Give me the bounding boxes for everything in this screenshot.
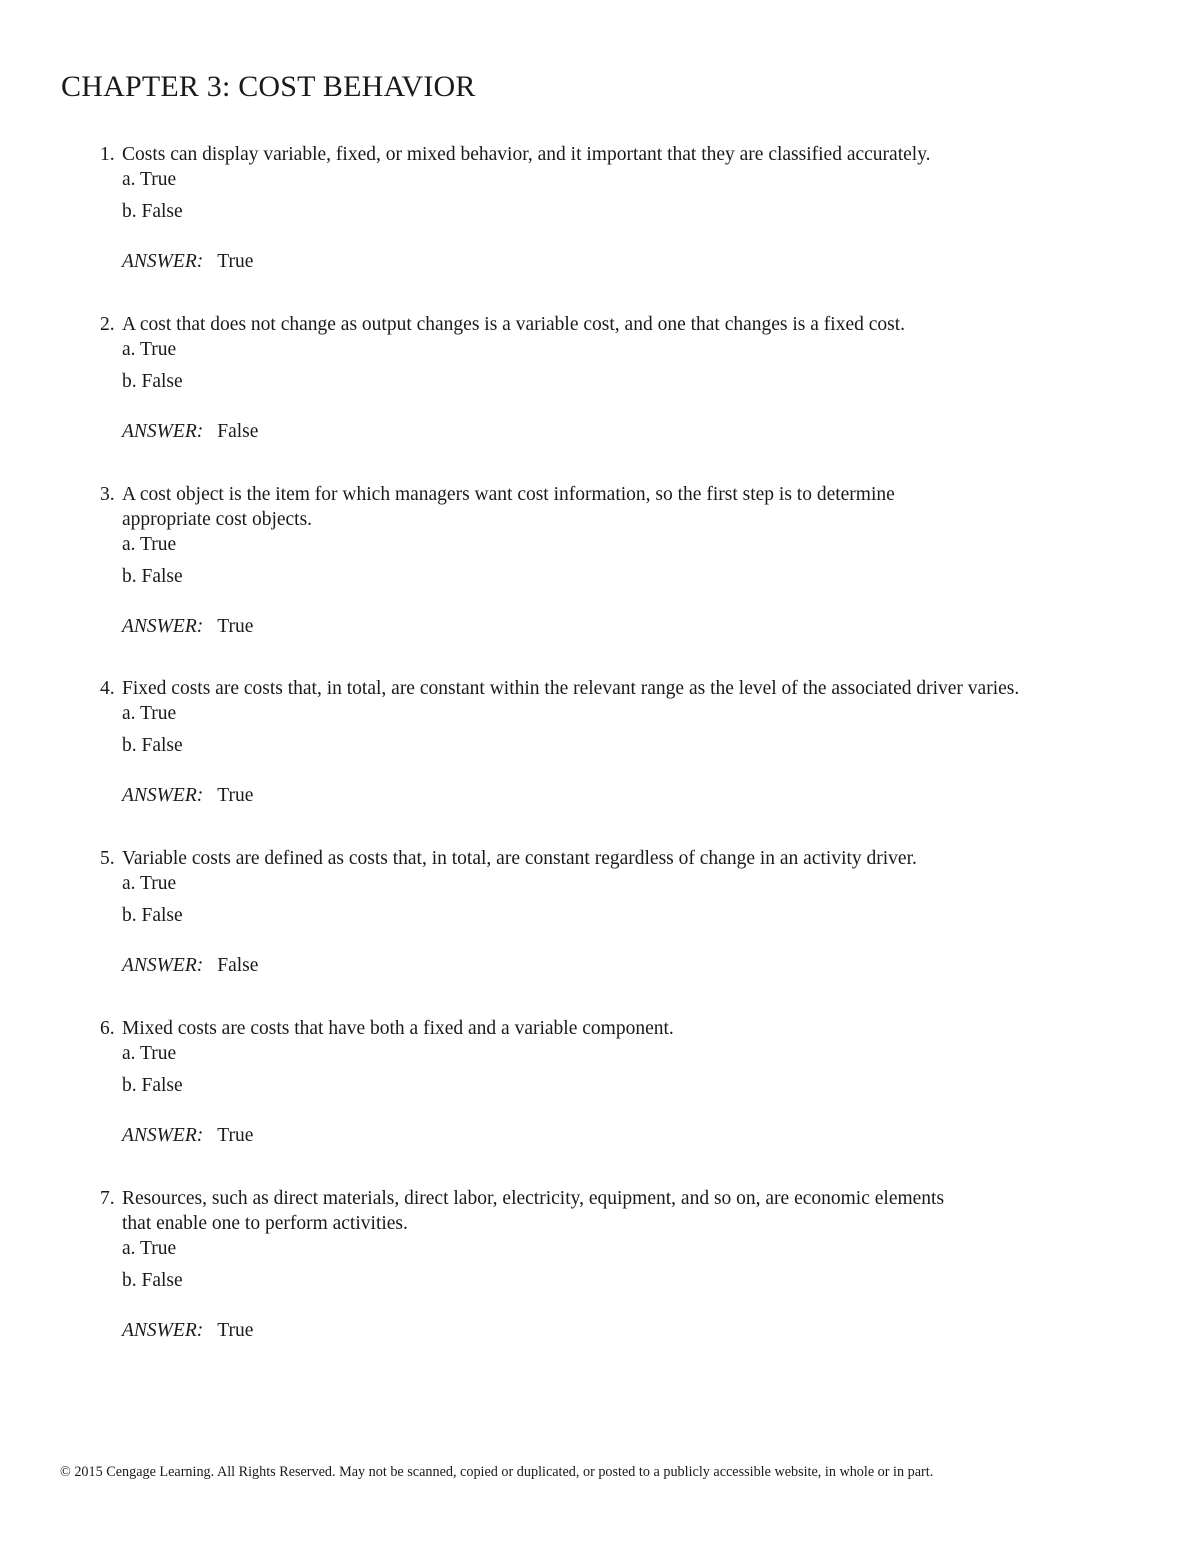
question-number: 6. (100, 1018, 115, 1039)
answer-label: ANSWER: (122, 1320, 204, 1341)
question-text: Resources, such as direct materials, direct labor, electricity, equipment, and so on, are economic elements that enable one to perform activities. (122, 1188, 945, 1234)
question-stem (100, 142, 1140, 167)
copyright-footer: © 2015 Cengage Learning. All Rights Reserved. May not be scanned, copied or duplicated, or posted to a publicly accessible website, in whole or in part. (60, 1464, 934, 1480)
question-number: 5. (100, 848, 115, 869)
answer-value: True (217, 785, 254, 806)
option-b: b. False (122, 201, 183, 222)
question-3 (100, 482, 1140, 639)
question-text: Variable costs are defined as costs that, in total, are constant regardless of change in an activity driver. (122, 848, 917, 869)
answer-line (122, 419, 1140, 444)
option-a: a. True (122, 703, 177, 724)
option-b: b. False (122, 905, 183, 926)
answer-value: True (217, 616, 254, 637)
question-5 (100, 846, 1140, 978)
question-number: 3. (100, 484, 115, 505)
option-a: a. True (122, 1238, 177, 1259)
option-b: b. False (122, 1075, 183, 1096)
question-stem (100, 1186, 1140, 1236)
question-number: 7. (100, 1188, 115, 1209)
option-a: a. True (122, 873, 177, 894)
question-number: 4. (100, 678, 115, 699)
option-b: b. False (122, 1270, 183, 1291)
question-number: 2. (100, 314, 115, 335)
page-title: CHAPTER 3: COST BEHAVIOR (61, 70, 476, 103)
question-1 (100, 142, 1140, 274)
question-stem (100, 676, 1180, 701)
option-a: a. True (122, 169, 177, 190)
answer-line (122, 249, 1140, 274)
option-b: b. False (122, 566, 183, 587)
question-text: Costs can display variable, fixed, or mixed behavior, and it important that they are classified accurately. (122, 144, 931, 165)
question-stem (100, 482, 1140, 532)
answer-label: ANSWER: (122, 251, 204, 272)
answer-label: ANSWER: (122, 616, 204, 637)
answer-value: False (217, 421, 259, 442)
question-number: 1. (100, 144, 115, 165)
option-b: b. False (122, 371, 183, 392)
option-a: a. True (122, 1043, 177, 1064)
question-stem (100, 1016, 1140, 1041)
option-a: a. True (122, 339, 177, 360)
question-text: A cost that does not change as output changes is a variable cost, and one that changes is a fixed cost. (122, 314, 906, 335)
answer-value: True (217, 251, 254, 272)
answer-value: True (217, 1125, 254, 1146)
question-text: A cost object is the item for which managers want cost information, so the first step is to determine appropriate cost objects. (122, 484, 895, 530)
answer-line (122, 614, 1140, 639)
answer-line (122, 783, 1180, 808)
answer-label: ANSWER: (122, 785, 204, 806)
option-b: b. False (122, 735, 183, 756)
answer-line (122, 953, 1140, 978)
answer-value: True (217, 1320, 254, 1341)
answer-label: ANSWER: (122, 955, 204, 976)
question-6 (100, 1016, 1140, 1148)
question-stem (100, 312, 1140, 337)
answer-label: ANSWER: (122, 1125, 204, 1146)
question-stem (100, 846, 1140, 871)
option-a: a. True (122, 534, 177, 555)
answer-label: ANSWER: (122, 421, 204, 442)
question-7 (100, 1186, 1140, 1343)
answer-line (122, 1318, 1140, 1343)
answer-value: False (217, 955, 259, 976)
question-2 (100, 312, 1140, 444)
question-text: Mixed costs are costs that have both a fixed and a variable component. (122, 1018, 674, 1039)
question-4 (100, 676, 1180, 808)
question-text: Fixed costs are costs that, in total, are constant within the relevant range as the level of the associated driver varies. (122, 678, 1020, 699)
answer-line (122, 1123, 1140, 1148)
